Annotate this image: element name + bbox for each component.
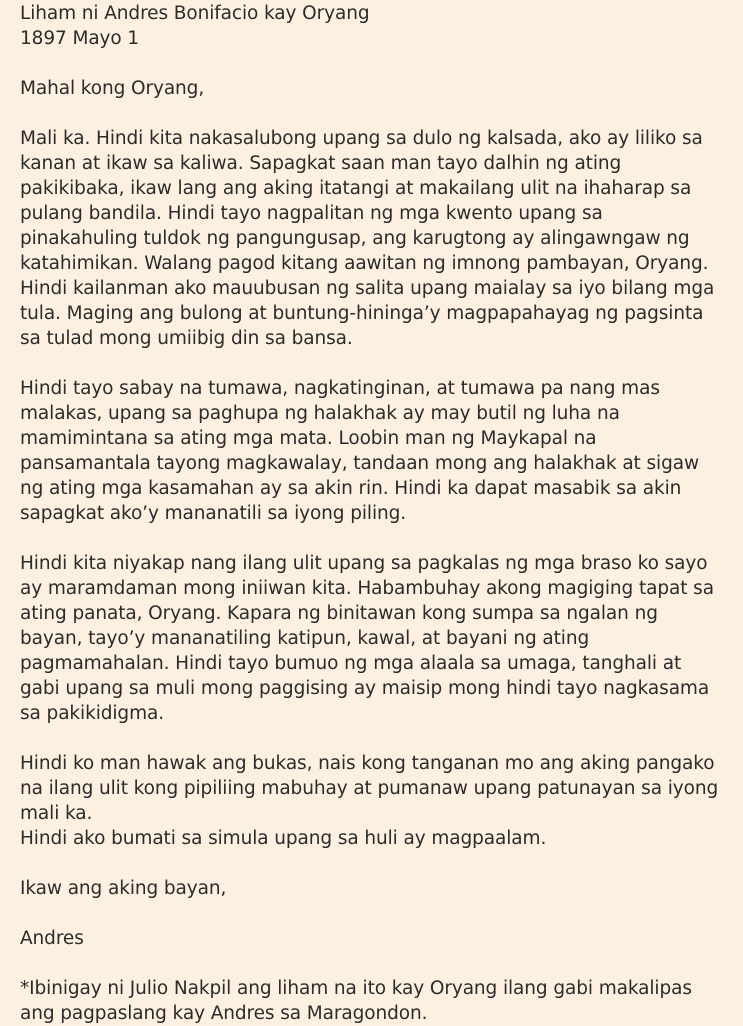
signoff-text: Ikaw ang aking bayan,: [20, 878, 227, 899]
paragraph-2: [20, 376, 723, 526]
paragraph-line: malakas, upang sa paghupa ng halakhak ay may butil ng luha na: [20, 403, 620, 424]
footnote-line: ang pagpaslang kay Andres sa Maragondon.: [20, 1003, 428, 1024]
paragraph-line: pinakahuling tuldok ng pangungusap, ang karugtong ay alingawngaw ng: [20, 228, 690, 249]
paragraph-line: sapagkat ako’y mananatili sa iyong piling.: [20, 503, 407, 524]
salutation-text: Mahal kong Oryang,: [20, 78, 205, 99]
signature: [20, 926, 723, 951]
footnote: [20, 976, 723, 1026]
paragraph-line: na ilang ulit kong pipiliing mabuhay at pumanaw upang patunayan sa iyong: [20, 778, 719, 799]
paragraph-line: sa tulad mong umiibig din sa bansa.: [20, 328, 353, 349]
paragraph-line: tula. Maging ang bulong at buntung-hininga’y magpapahayag ng pagsinta: [20, 303, 704, 324]
paragraph-line: gabi upang sa muli mong paggising ay maisip mong hindi tayo nagkasama: [20, 678, 710, 699]
paragraph-line: bayan, tayo’y mananatiling katipun, kawal, at bayani ng ating: [20, 628, 590, 649]
paragraph-line: katahimikan. Walang pagod kitang aawitan ng imnong pambayan, Oryang.: [20, 253, 709, 274]
paragraph-1: [20, 126, 723, 351]
paragraph-line: pagmamahalan. Hindi tayo bumuo ng mga alaala sa umaga, tanghali at: [20, 653, 682, 674]
paragraph-line: Hindi kita niyakap nang ilang ulit upang sa pagkalas ng mga braso ko sayo: [20, 553, 708, 574]
letter-date: 1897 Mayo 1: [20, 28, 140, 49]
paragraph-line: sa pakikidigma.: [20, 703, 165, 724]
paragraph-line: kanan at ikaw sa kaliwa. Sapagkat saan man tayo dalhin ng ating: [20, 153, 622, 174]
paragraph-line: Hindi kailanman ako mauubusan ng salita upang maialay sa iyo bilang mga: [20, 278, 715, 299]
paragraph-4: [20, 751, 723, 851]
paragraph-line: ating panata, Oryang. Kapara ng binitawan kong sumpa sa ngalan ng: [20, 603, 658, 624]
paragraph-line: Hindi ko man hawak ang bukas, nais kong tanganan mo ang aking pangako: [20, 753, 715, 774]
salutation: [20, 76, 723, 101]
paragraph-line: ng ating mga kasamahan ay sa akin rin. Hindi ka dapat masabik sa akin: [20, 478, 682, 499]
paragraph-3: [20, 551, 723, 726]
paragraph-line: pakikibaka, ikaw lang ang aking itatangi at makailang ulit na ihaharap sa: [20, 178, 692, 199]
paragraph-line: mamimintana sa ating mga mata. Loobin man ng Maykapal na: [20, 428, 597, 449]
signature-text: Andres: [20, 928, 84, 949]
signoff: [20, 876, 723, 901]
letter-header: [20, 1, 723, 51]
closing-line: Hindi ako bumati sa simula upang sa huli ay magpaalam.: [20, 828, 547, 849]
paragraph-line: mali ka.: [20, 803, 93, 824]
paragraph-line: Mali ka. Hindi kita nakasalubong upang sa dulo ng kalsada, ako ay liliko sa: [20, 128, 703, 149]
paragraph-line: ay maramdaman mong iniiwan kita. Habambuhay akong magiging tapat sa: [20, 578, 714, 599]
letter-title: Liham ni Andres Bonifacio kay Oryang: [20, 3, 370, 24]
paragraph-line: Hindi tayo sabay na tumawa, nagkatinginan, at tumawa pa nang mas: [20, 378, 660, 399]
paragraph-line: pansamantala tayong magkawalay, tandaan mong ang halakhak at sigaw: [20, 453, 699, 474]
footnote-line: *Ibinigay ni Julio Nakpil ang liham na ito kay Oryang ilang gabi makalipas: [20, 978, 692, 999]
paragraph-line: pulang bandila. Hindi tayo nagpalitan ng mga kwento upang sa: [20, 203, 603, 224]
